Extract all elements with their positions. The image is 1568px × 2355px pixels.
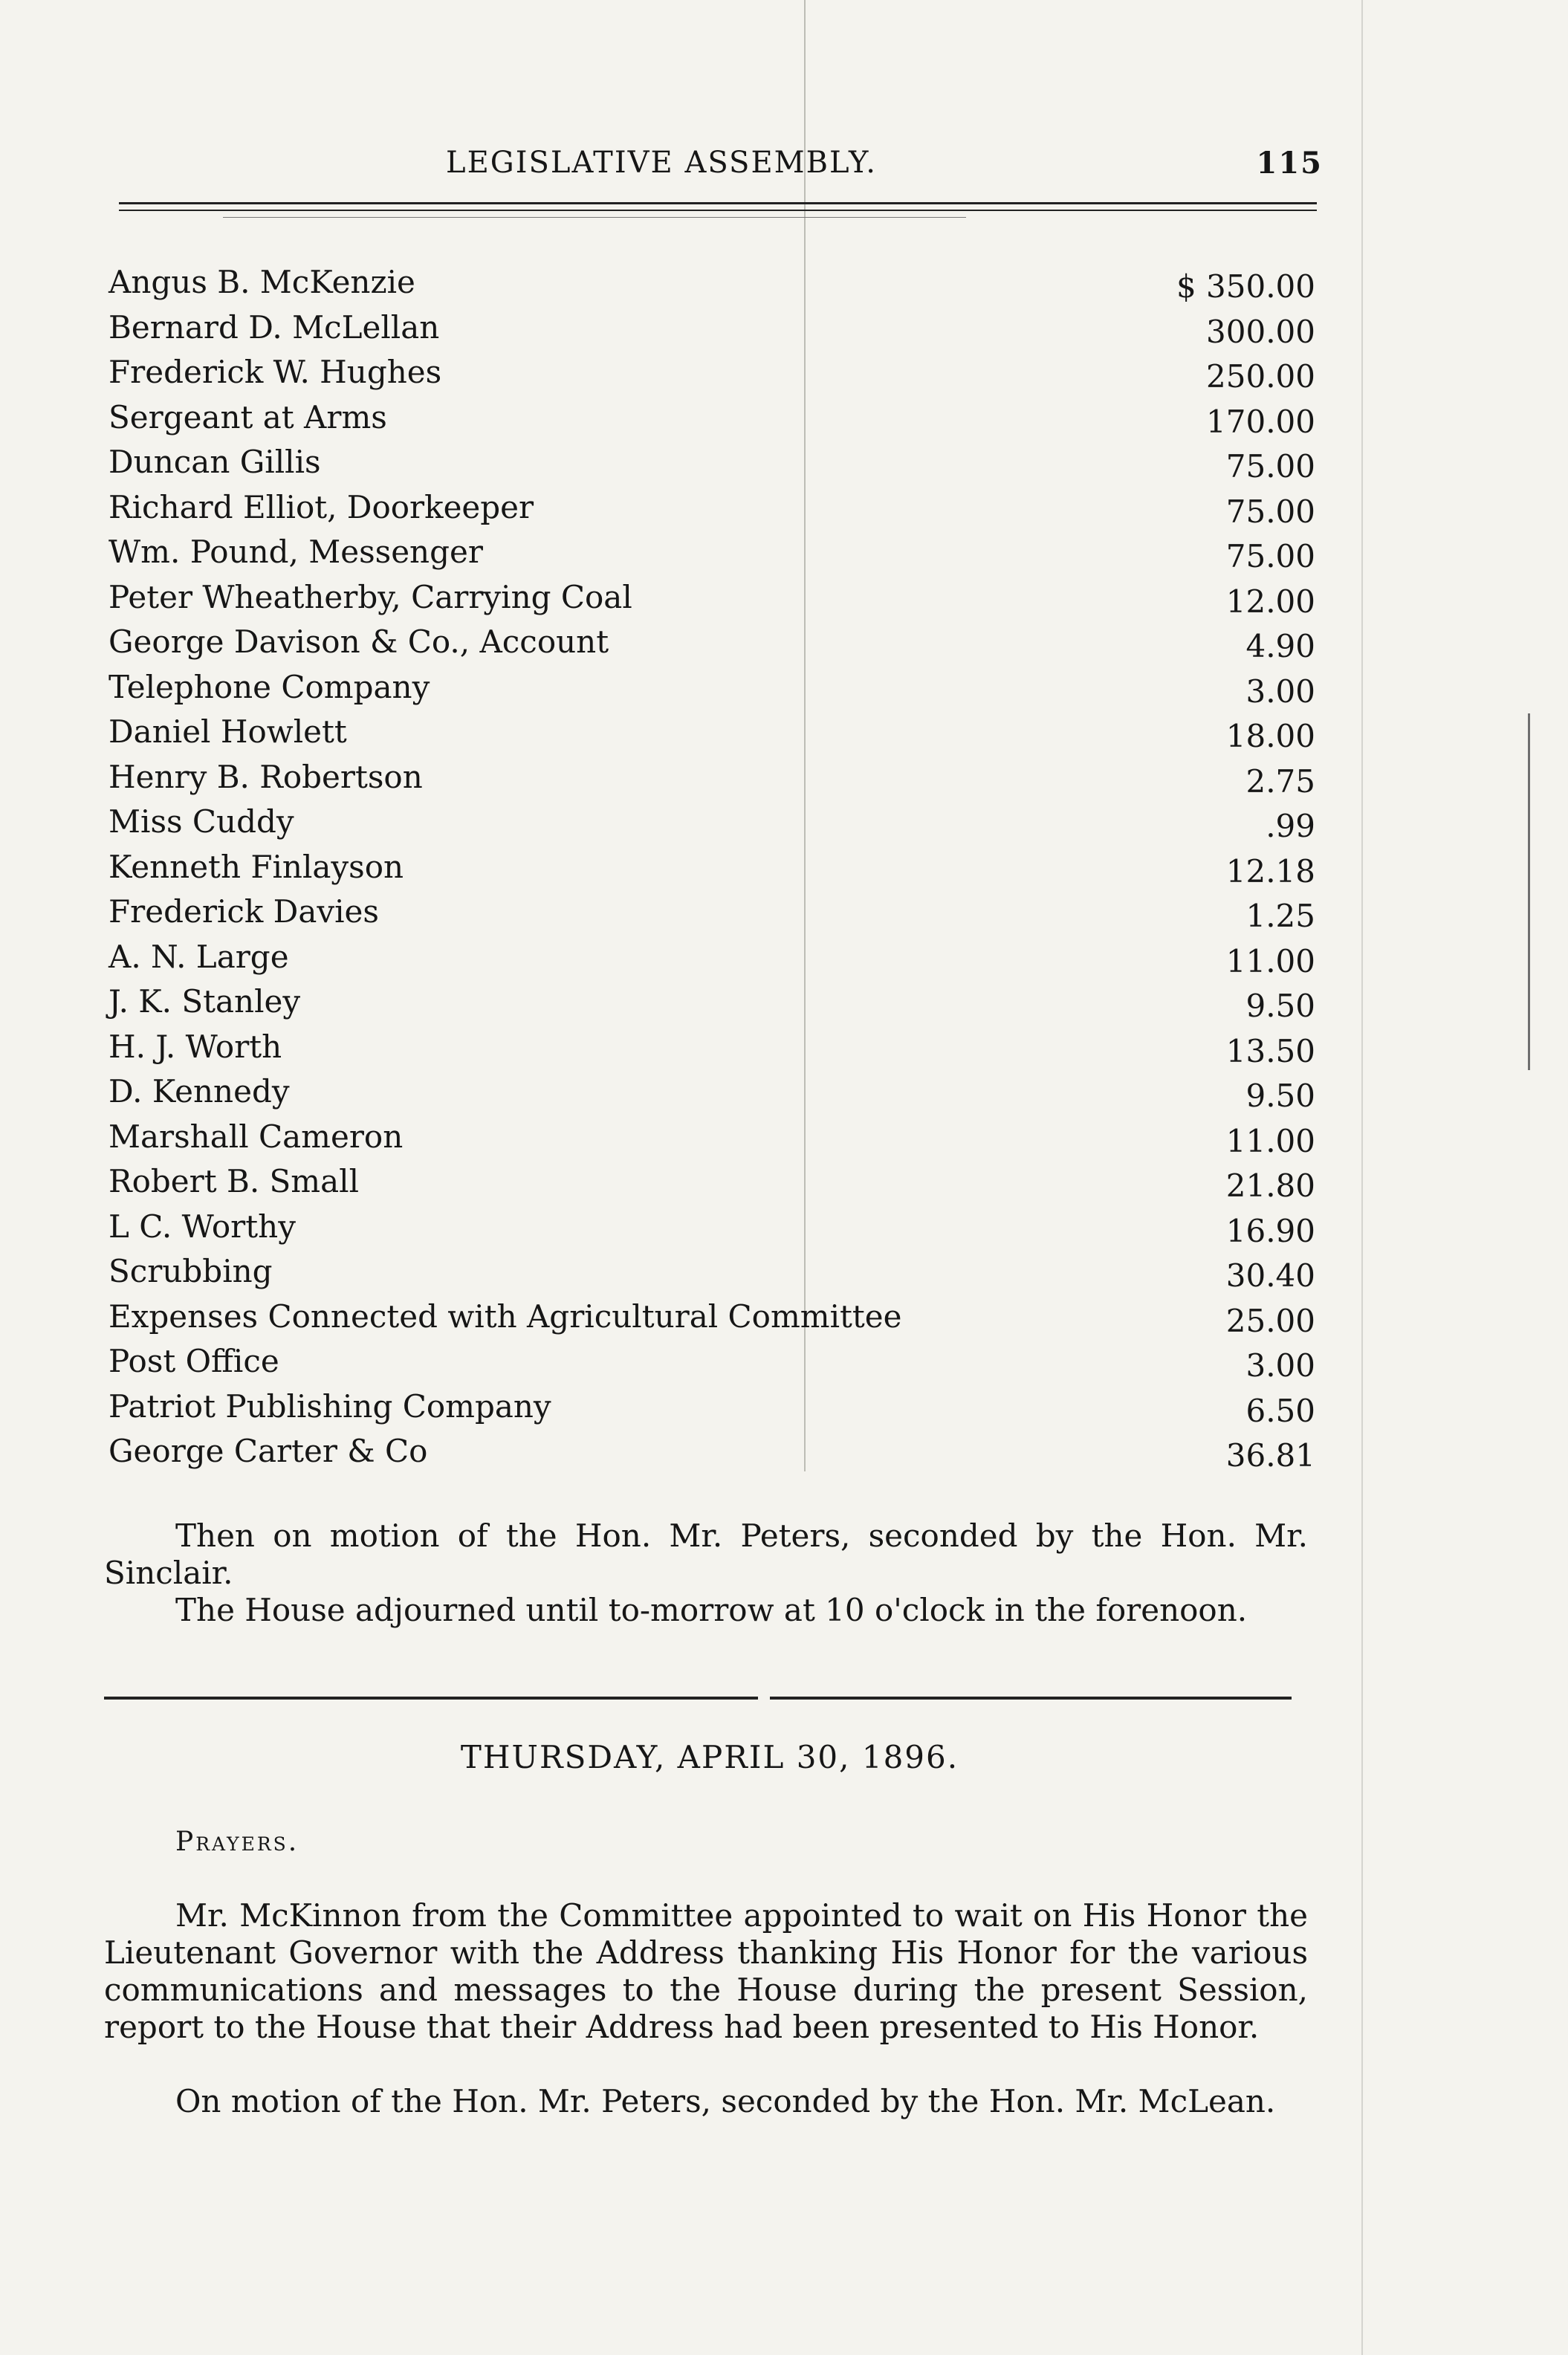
- expense-row: [108, 530, 1315, 575]
- expense-row: [108, 305, 1315, 351]
- expense-amount: 2.75: [1245, 762, 1315, 800]
- motion-paragraph: [104, 1517, 1308, 1592]
- expense-name: Angus B. McKenzie: [108, 264, 415, 300]
- header-rule-thin: [223, 217, 966, 218]
- expense-amount: 21.80: [1225, 1167, 1315, 1204]
- expense-amount: 18.00: [1225, 718, 1315, 754]
- header-rule: [119, 202, 1317, 211]
- expense-row: [108, 1339, 1315, 1384]
- expense-row: [108, 1205, 1315, 1250]
- section-rule-left: [104, 1697, 758, 1700]
- expense-amount: 11.00: [1225, 942, 1315, 979]
- expense-row: [108, 350, 1315, 395]
- expense-amount: $ 350.00: [1176, 268, 1315, 305]
- expense-row: [108, 979, 1315, 1025]
- expense-row: [108, 1025, 1315, 1070]
- expense-name: Marshall Cameron: [108, 1118, 404, 1155]
- expense-amount: 12.18: [1225, 852, 1315, 890]
- report-text: Mr. McKinnon from the Committee appointed to wait on His Honor the Lieutenant Governor with the Address thanking His Honor for the various communications and messages to the House during the present Session, report to the House that their Address had been presented to His Honor.: [104, 1897, 1308, 2045]
- expense-row: [108, 440, 1315, 485]
- expense-amount: 11.00: [1225, 1122, 1315, 1159]
- report-paragraph: [104, 1897, 1308, 2046]
- expense-row: [108, 755, 1315, 800]
- expense-row: [108, 1069, 1315, 1115]
- expense-row: [108, 710, 1315, 755]
- expense-name: Patriot Publishing Company: [108, 1387, 551, 1425]
- expense-amount: 36.81: [1225, 1437, 1315, 1474]
- expense-name: H. J. Worth: [108, 1028, 282, 1065]
- scan-line-edge: [1528, 713, 1530, 1070]
- expense-row: [108, 890, 1315, 935]
- expense-amount: 1.25: [1245, 898, 1315, 934]
- expense-amount: 170.00: [1206, 403, 1315, 440]
- expense-row: [108, 1384, 1315, 1430]
- expense-row: [108, 1429, 1315, 1474]
- expense-row: [108, 260, 1315, 305]
- expense-name: Miss Cuddy: [108, 803, 294, 840]
- expense-list: [108, 260, 1315, 1474]
- expense-name: Henry B. Robertson: [108, 758, 423, 795]
- expense-name: Frederick Davies: [108, 893, 379, 930]
- section-rule-right: [770, 1697, 1292, 1700]
- expense-amount: 75.00: [1225, 493, 1315, 530]
- expense-row: [108, 575, 1315, 621]
- expense-name: Wm. Pound, Messenger: [108, 534, 483, 570]
- expense-amount: 75.00: [1225, 448, 1315, 485]
- motion-text: Then on motion of the Hon. Mr. Peters, seconded by the Hon. Mr. Sinclair.: [104, 1517, 1308, 1591]
- expense-row: [108, 935, 1315, 980]
- expense-name: Sergeant at Arms: [108, 398, 387, 435]
- expense-name: George Davison & Co., Account: [108, 623, 609, 660]
- expense-name: George Carter & Co: [108, 1433, 428, 1469]
- expense-name: Scrubbing: [108, 1253, 273, 1289]
- expense-amount: 12.00: [1225, 583, 1315, 620]
- expense-amount: 75.00: [1225, 538, 1315, 574]
- expense-name: Bernard D. McLellan: [108, 308, 440, 346]
- motion-2-text: On motion of the Hon. Mr. Peters, seconded by the Hon. Mr. McLean.: [175, 2083, 1276, 2119]
- expense-amount: 13.50: [1225, 1032, 1315, 1069]
- adjourn-paragraph: [104, 1592, 1308, 1629]
- expense-row: [108, 485, 1315, 531]
- expense-amount: 3.00: [1245, 673, 1315, 710]
- expense-row: [108, 620, 1315, 665]
- expense-name: Kenneth Finlayson: [108, 848, 404, 885]
- expense-name: L C. Worthy: [108, 1208, 296, 1245]
- expense-name: A. N. Large: [108, 938, 289, 975]
- expense-amount: 300.00: [1206, 313, 1315, 350]
- motion-paragraph-2: [104, 2083, 1308, 2120]
- expense-amount: 9.50: [1245, 988, 1315, 1024]
- expense-amount: 3.00: [1245, 1347, 1315, 1384]
- expense-amount: 9.50: [1245, 1078, 1315, 1114]
- expense-row: [108, 665, 1315, 710]
- expense-name: Post Office: [108, 1343, 279, 1379]
- expense-name: Peter Wheatherby, Carrying Coal: [108, 578, 632, 615]
- expense-amount: 6.50: [1245, 1392, 1315, 1429]
- page-number: 115: [1256, 146, 1323, 181]
- expense-row: [108, 845, 1315, 890]
- expense-name: J. K. Stanley: [108, 983, 301, 1020]
- expense-name: Expenses Connected with Agricultural Committee: [108, 1298, 902, 1335]
- page-header: [119, 146, 1323, 190]
- expense-amount: 16.90: [1225, 1212, 1315, 1249]
- expense-name: Duncan Gillis: [108, 444, 321, 480]
- prayers-label: Prayers.: [175, 1827, 299, 1857]
- adjourn-text: The House adjourned until to-morrow at 10 o'clock in the forenoon.: [175, 1592, 1248, 1628]
- expense-row: [108, 1159, 1315, 1205]
- expense-name: Daniel Howlett: [108, 713, 347, 750]
- header-title: LEGISLATIVE ASSEMBLY.: [446, 146, 877, 180]
- expense-row: [108, 1249, 1315, 1295]
- expense-amount: 250.00: [1206, 358, 1315, 395]
- expense-name: Richard Elliot, Doorkeeper: [108, 488, 534, 525]
- expense-row: [108, 1115, 1315, 1160]
- expense-row: [108, 1295, 1315, 1340]
- expense-name: D. Kennedy: [108, 1073, 290, 1110]
- expense-name: Frederick W. Hughes: [108, 354, 442, 390]
- expense-amount: 25.00: [1225, 1302, 1315, 1339]
- expense-amount: 4.90: [1245, 628, 1315, 664]
- expense-row: [108, 395, 1315, 441]
- expense-name: Robert B. Small: [108, 1163, 360, 1199]
- expense-amount: .99: [1266, 808, 1315, 844]
- expense-name: Telephone Company: [108, 668, 430, 705]
- expense-amount: 30.40: [1225, 1257, 1315, 1294]
- expense-row: [108, 800, 1315, 845]
- section-heading: THURSDAY, APRIL 30, 1896.: [460, 1739, 959, 1775]
- scan-line-right: [1361, 0, 1363, 2355]
